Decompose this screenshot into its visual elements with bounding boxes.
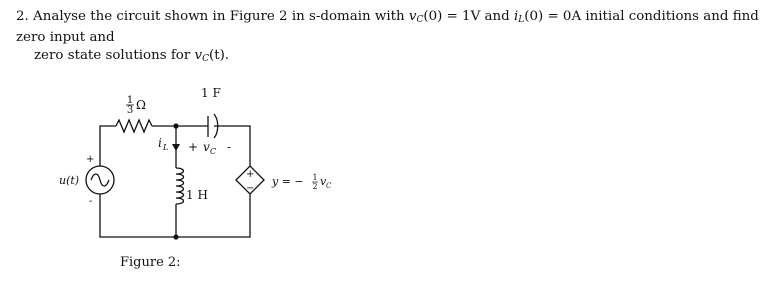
il0-subscript: L — [518, 15, 525, 25]
vc-label: v — [203, 140, 210, 154]
vc-minus: - — [227, 140, 232, 154]
vct-symbol: v — [194, 48, 203, 63]
vc0-subscript: C — [416, 15, 424, 25]
source-sine — [91, 174, 109, 186]
dep-plus: + — [246, 169, 255, 180]
inductor-1H — [176, 168, 184, 204]
problem-number: 2. — [16, 9, 29, 24]
resistor-label-unit: Ω — [136, 98, 146, 112]
vc-plus: + — [188, 140, 199, 154]
current-label: i — [158, 136, 162, 150]
node-dot-bottom — [173, 234, 178, 239]
figure-caption: Figure 2: — [120, 255, 181, 270]
problem-and: and — [480, 9, 514, 24]
vc-sub: C — [210, 147, 217, 156]
capacitor-label: 1 F — [201, 86, 221, 100]
resistor-label-den: 3 — [126, 105, 134, 116]
current-sub: L — [163, 143, 169, 152]
il0-value: (0) = 0A — [524, 9, 582, 24]
vc0-value: (0) = 1V — [423, 9, 481, 24]
source-plus: + — [86, 154, 95, 165]
dep-label: y = − — [272, 175, 304, 188]
wire-capacitor-right — [214, 126, 250, 166]
problem-text-1a: Analyse the circuit shown in Figure 2 in s-domain with — [33, 9, 409, 24]
dep-minus: − — [246, 183, 255, 194]
node-dot-top — [173, 123, 178, 128]
dep-frac-num: 1 — [312, 173, 318, 182]
current-arrow — [172, 144, 180, 151]
dep-var: v — [320, 175, 327, 188]
dep-var-sub: C — [326, 182, 332, 190]
wire-left-bottom — [100, 193, 250, 237]
vc0-symbol: v — [408, 9, 417, 24]
vct-rest: (t). — [208, 48, 230, 63]
dep-frac-den: 2 — [312, 182, 318, 191]
vct-subscript: C — [202, 54, 209, 64]
problem-text-2a: zero state solutions for — [34, 48, 195, 63]
wire-left-top — [100, 126, 116, 166]
source-label: u(t) — [59, 174, 80, 187]
resistor-1-3-ohm — [116, 120, 152, 132]
resistor-label-num: 1 — [126, 95, 134, 106]
problem-text-1b: initial conditions and find zero input and — [16, 9, 759, 45]
inductor-label: 1 H — [186, 188, 208, 202]
source-minus: - — [89, 196, 93, 207]
il0-symbol: i — [513, 9, 519, 24]
